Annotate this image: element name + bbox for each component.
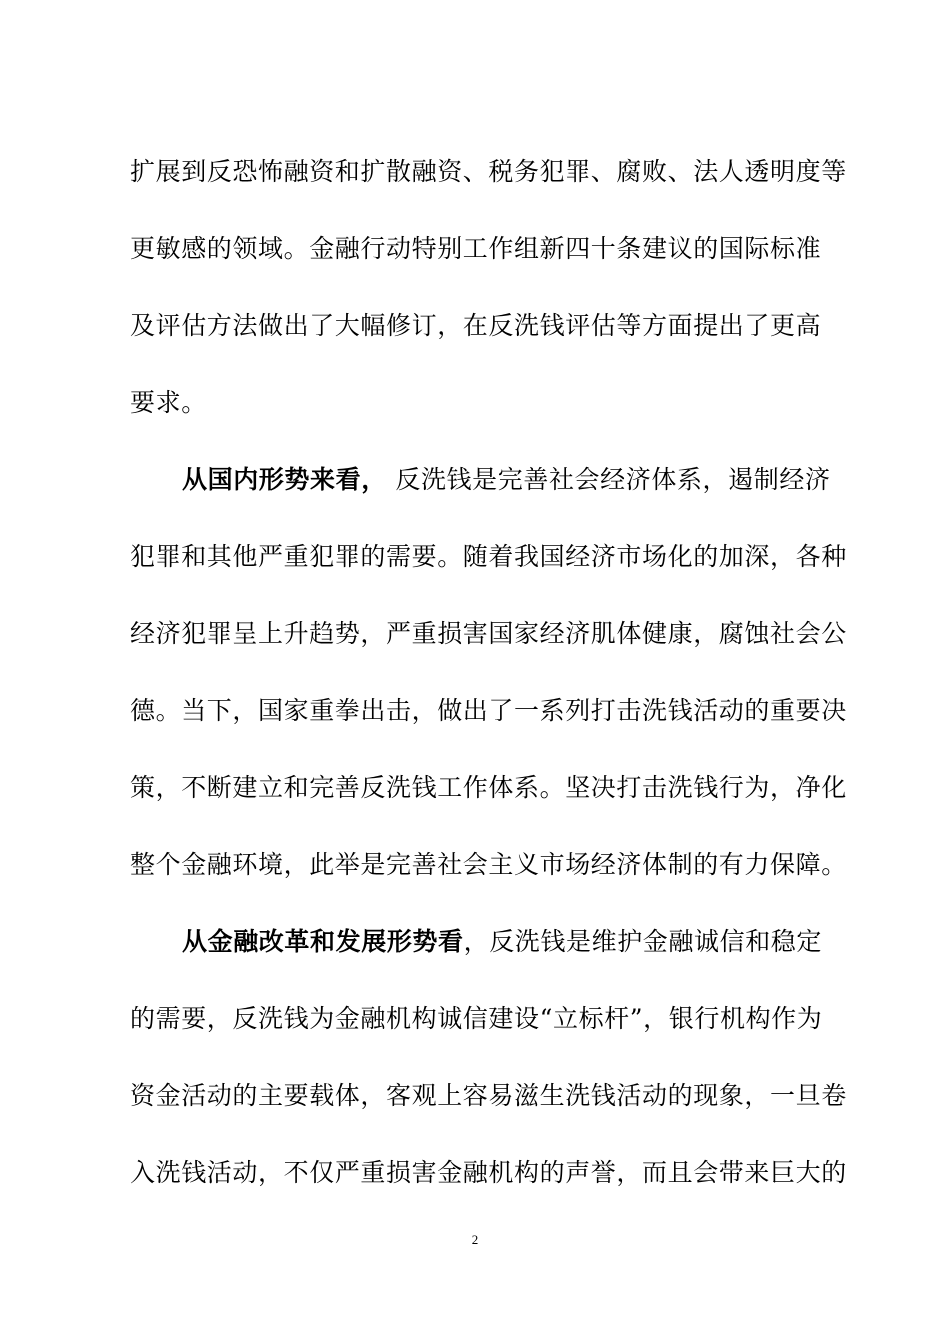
paragraph-first-line	[182, 925, 822, 959]
line-text: 资金活动的主要载体，客观上容易滋生洗钱活动的现象，一旦卷	[130, 1081, 847, 1110]
bold-lead-text: 从国内形势来看，	[182, 465, 387, 494]
text-line	[130, 386, 207, 420]
line-text: 及评估方法做出了大幅修订，在反洗钱评估等方面提出了更高	[130, 311, 822, 340]
line-text: ，反洗钱是维护金融诚信和稳定	[463, 927, 823, 956]
line-text: 经济犯罪呈上升趋势，严重损害国家经济肌体健康，腐蚀社会公	[130, 619, 847, 648]
line-text: 犯罪和其他严重犯罪的需要。随着我国经济市场化的加深，各种	[130, 542, 847, 571]
line-text: 反洗钱是完善社会经济体系，遏制经济	[386, 465, 831, 494]
page-number: 2	[471, 1232, 479, 1247]
text-line	[130, 848, 847, 882]
text-line	[130, 1079, 847, 1113]
line-text: 要求。	[130, 388, 207, 417]
text-line	[130, 309, 821, 343]
text-line	[130, 617, 847, 651]
text-line	[130, 1156, 847, 1190]
line-text: 的需要，反洗钱为金融机构诚信建设“立标杆”，银行机构作为	[130, 1004, 823, 1033]
line-text: 更敏感的领域。金融行动特别工作组新四十条建议的国际标准	[130, 234, 822, 263]
bold-lead-text: 从金融改革和发展形势看	[182, 927, 464, 956]
text-line	[130, 155, 847, 189]
line-text: 整个金融环境，此举是完善社会主义市场经济体制的有力保障。	[130, 850, 847, 879]
text-line	[130, 1002, 822, 1036]
text-line	[130, 694, 847, 728]
line-text: 入洗钱活动，不仅严重损害金融机构的声誉，而且会带来巨大的	[130, 1158, 847, 1187]
text-line	[130, 771, 847, 805]
line-text: 德。当下，国家重拳出击，做出了一系列打击洗钱活动的重要决	[130, 696, 847, 725]
line-text: 扩展到反恐怖融资和扩散融资、税务犯罪、腐败、法人透明度等	[130, 157, 847, 186]
paragraph-first-line	[182, 463, 831, 497]
text-line	[130, 232, 821, 266]
line-text: 策，不断建立和完善反洗钱工作体系。坚决打击洗钱行为，净化	[130, 773, 847, 802]
text-line	[130, 540, 847, 574]
